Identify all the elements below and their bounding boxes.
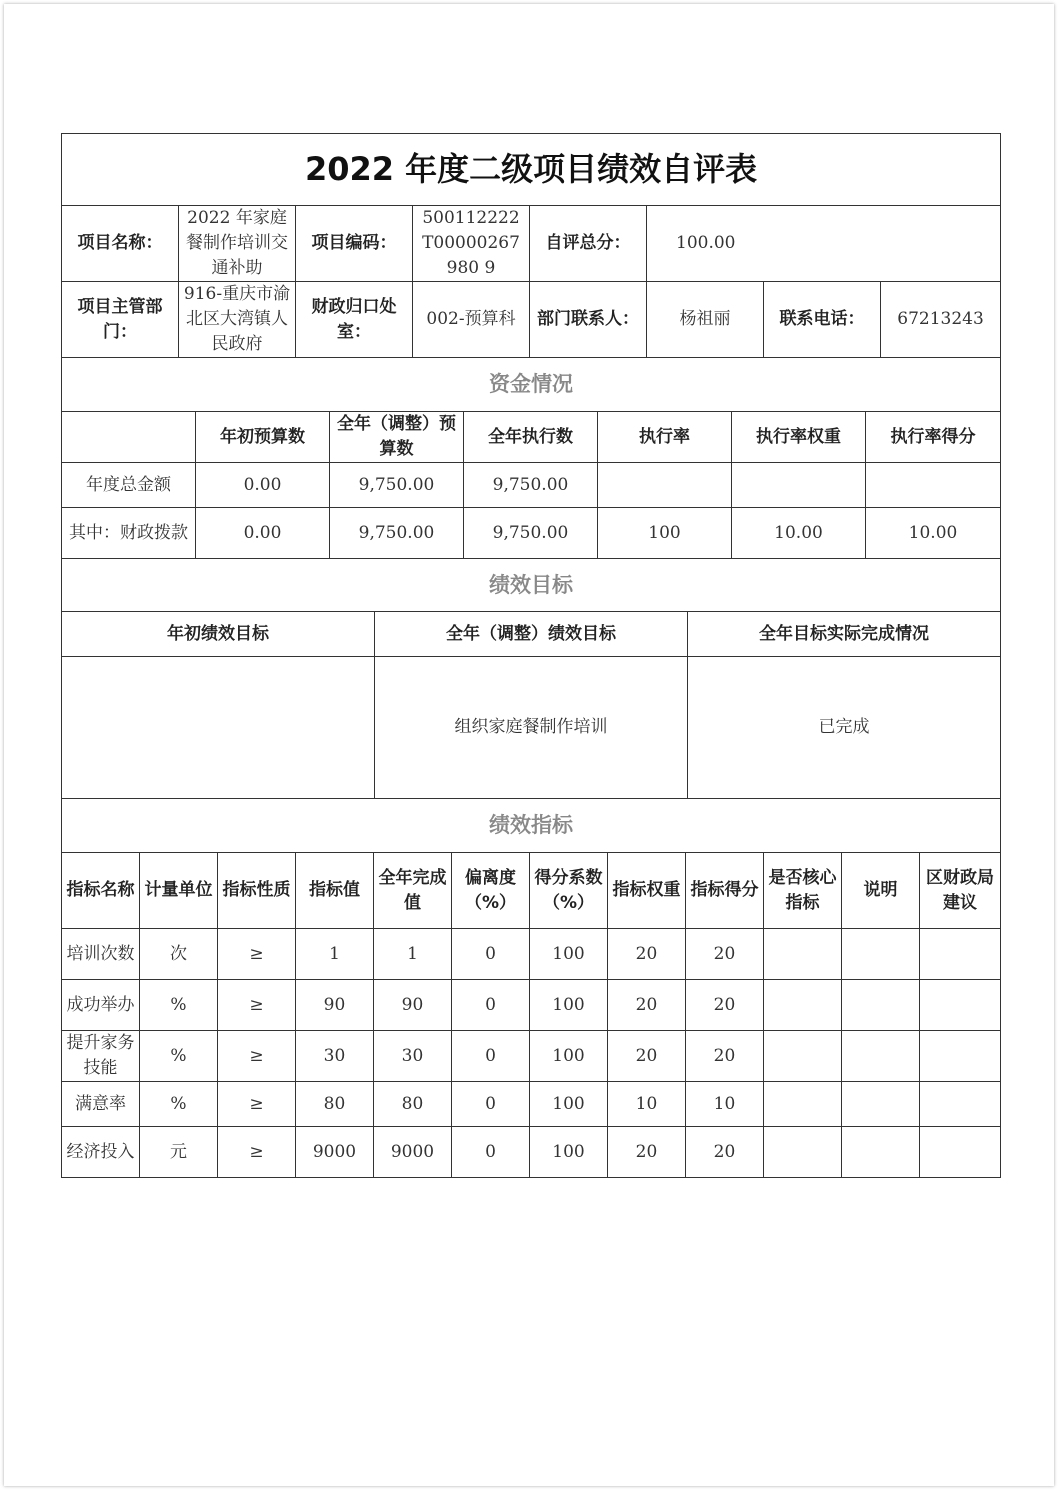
funds-cell xyxy=(732,463,866,508)
indicator-cell: 30 xyxy=(374,1031,452,1082)
info-table xyxy=(61,133,1001,358)
project-name-value: 2022 年家庭餐制作培训交通补助 xyxy=(179,206,296,282)
indicator-cell: 元 xyxy=(140,1127,218,1178)
funds-cell: 10.00 xyxy=(866,508,1001,559)
indicator-header: 偏离度（%） xyxy=(452,853,530,929)
indicator-header: 是否核心指标 xyxy=(764,853,842,929)
indicators-section-title: 绩效指标 xyxy=(62,799,1001,853)
indicator-cell: 培训次数 xyxy=(62,929,140,980)
project-code-value: 500112222T00000267980 9 xyxy=(413,206,530,282)
indicator-cell: 80 xyxy=(374,1082,452,1127)
indicator-cell xyxy=(764,1127,842,1178)
indicator-cell: 90 xyxy=(296,980,374,1031)
indicator-row xyxy=(62,929,1001,980)
indicator-cell: 90 xyxy=(374,980,452,1031)
indicator-row xyxy=(62,1082,1001,1127)
indicator-cell: 20 xyxy=(608,1031,686,1082)
indicator-cell: 提升家务技能 xyxy=(62,1031,140,1082)
department-label: 项目主管部门： xyxy=(62,282,179,358)
funds-header: 全年执行数 xyxy=(464,412,598,463)
funds-cell: 9,750.00 xyxy=(330,508,464,559)
indicator-cell: 100 xyxy=(530,980,608,1031)
indicator-cell xyxy=(842,1082,920,1127)
indicator-cell: 1 xyxy=(374,929,452,980)
indicator-cell: 9000 xyxy=(374,1127,452,1178)
funds-header: 执行率权重 xyxy=(732,412,866,463)
total-score-value: 100.00 xyxy=(647,206,1001,282)
total-score-label: 自评总分： xyxy=(530,206,647,282)
indicator-cell: 100 xyxy=(530,929,608,980)
funds-cell: 9,750.00 xyxy=(464,463,598,508)
indicator-header: 指标权重 xyxy=(608,853,686,929)
indicator-cell: 100 xyxy=(530,1031,608,1082)
indicator-cell xyxy=(764,1031,842,1082)
indicator-cell xyxy=(764,980,842,1031)
indicator-header: 区财政局建议 xyxy=(920,853,1001,929)
indicator-cell xyxy=(842,980,920,1031)
project-code-label: 项目编码： xyxy=(296,206,413,282)
indicator-cell: 80 xyxy=(296,1082,374,1127)
contact-person-label: 部门联系人： xyxy=(530,282,647,358)
indicator-row xyxy=(62,1031,1001,1082)
funds-cell: 0.00 xyxy=(196,508,330,559)
funds-cell: 9,750.00 xyxy=(464,508,598,559)
indicator-cell xyxy=(920,1082,1001,1127)
indicator-cell: 20 xyxy=(608,980,686,1031)
indicator-header: 指标性质 xyxy=(218,853,296,929)
funds-row-label: 其中：财政拨款 xyxy=(62,508,196,559)
goals-header: 年初绩效目标 xyxy=(62,612,375,657)
goals-table xyxy=(61,558,1001,799)
indicator-cell: % xyxy=(140,1082,218,1127)
indicator-cell: 20 xyxy=(608,929,686,980)
indicator-cell: 成功举办 xyxy=(62,980,140,1031)
indicator-cell: 经济投入 xyxy=(62,1127,140,1178)
indicator-header: 全年完成值 xyxy=(374,853,452,929)
indicator-cell: 9000 xyxy=(296,1127,374,1178)
indicator-cell xyxy=(842,1127,920,1178)
funds-cell: 0.00 xyxy=(196,463,330,508)
funds-header: 全年（调整）预算数 xyxy=(330,412,464,463)
funds-section-title: 资金情况 xyxy=(62,358,1001,412)
goal-completion-value: 已完成 xyxy=(688,657,1001,799)
indicator-cell: 满意率 xyxy=(62,1082,140,1127)
indicator-header: 指标得分 xyxy=(686,853,764,929)
indicators-table xyxy=(61,798,1001,1178)
finance-office-value: 002-预算科 xyxy=(413,282,530,358)
funds-header: 年初预算数 xyxy=(196,412,330,463)
funds-cell: 100 xyxy=(598,508,732,559)
funds-cell: 10.00 xyxy=(732,508,866,559)
indicator-row xyxy=(62,980,1001,1031)
indicator-cell xyxy=(842,929,920,980)
indicator-cell: ≥ xyxy=(218,1082,296,1127)
phone-value: 67213243 xyxy=(881,282,1001,358)
funds-header: 执行率 xyxy=(598,412,732,463)
department-value: 916-重庆市渝北区大湾镇人民政府 xyxy=(179,282,296,358)
indicator-cell: 次 xyxy=(140,929,218,980)
funds-row-label: 年度总金额 xyxy=(62,463,196,508)
project-name-label: 项目名称： xyxy=(62,206,179,282)
indicator-cell: 20 xyxy=(608,1127,686,1178)
indicator-cell: 100 xyxy=(530,1127,608,1178)
funds-table xyxy=(61,357,1001,559)
indicator-cell: 0 xyxy=(452,1031,530,1082)
finance-office-label: 财政归口处室： xyxy=(296,282,413,358)
indicator-header: 指标名称 xyxy=(62,853,140,929)
indicator-cell: 100 xyxy=(530,1082,608,1127)
indicator-cell: % xyxy=(140,980,218,1031)
indicator-cell: % xyxy=(140,1031,218,1082)
contact-person-value: 杨祖丽 xyxy=(647,282,764,358)
goals-section-title: 绩效目标 xyxy=(62,559,1001,612)
indicator-cell xyxy=(920,980,1001,1031)
funds-header-blank xyxy=(62,412,196,463)
adjusted-goal-value: 组织家庭餐制作培训 xyxy=(375,657,688,799)
indicator-cell: 10 xyxy=(608,1082,686,1127)
indicator-cell: ≥ xyxy=(218,1127,296,1178)
indicator-cell xyxy=(920,929,1001,980)
indicator-cell xyxy=(764,1082,842,1127)
indicator-cell: 10 xyxy=(686,1082,764,1127)
indicator-cell xyxy=(920,1127,1001,1178)
indicator-cell: 0 xyxy=(452,929,530,980)
indicator-cell xyxy=(920,1031,1001,1082)
indicator-cell: 20 xyxy=(686,1127,764,1178)
indicator-cell: 20 xyxy=(686,980,764,1031)
page-title: 2022 年度二级项目绩效自评表 xyxy=(62,134,1001,206)
indicator-cell: 20 xyxy=(686,929,764,980)
goals-header: 全年（调整）绩效目标 xyxy=(375,612,688,657)
indicator-cell: ≥ xyxy=(218,1031,296,1082)
funds-cell: 9,750.00 xyxy=(330,463,464,508)
indicator-cell: 0 xyxy=(452,980,530,1031)
indicator-cell: 1 xyxy=(296,929,374,980)
indicator-cell: 0 xyxy=(452,1127,530,1178)
indicator-header: 得分系数（%） xyxy=(530,853,608,929)
indicator-cell: ≥ xyxy=(218,929,296,980)
indicator-cell: 0 xyxy=(452,1082,530,1127)
indicator-cell: 30 xyxy=(296,1031,374,1082)
funds-cell xyxy=(866,463,1001,508)
initial-goal-value xyxy=(62,657,375,799)
indicator-cell xyxy=(842,1031,920,1082)
phone-label: 联系电话： xyxy=(764,282,881,358)
indicator-cell: ≥ xyxy=(218,980,296,1031)
funds-header: 执行率得分 xyxy=(866,412,1001,463)
indicator-header: 计量单位 xyxy=(140,853,218,929)
indicator-header: 指标值 xyxy=(296,853,374,929)
funds-cell xyxy=(598,463,732,508)
indicator-cell xyxy=(764,929,842,980)
indicator-cell: 20 xyxy=(686,1031,764,1082)
indicator-header: 说明 xyxy=(842,853,920,929)
indicator-row xyxy=(62,1127,1001,1178)
goals-header: 全年目标实际完成情况 xyxy=(688,612,1001,657)
